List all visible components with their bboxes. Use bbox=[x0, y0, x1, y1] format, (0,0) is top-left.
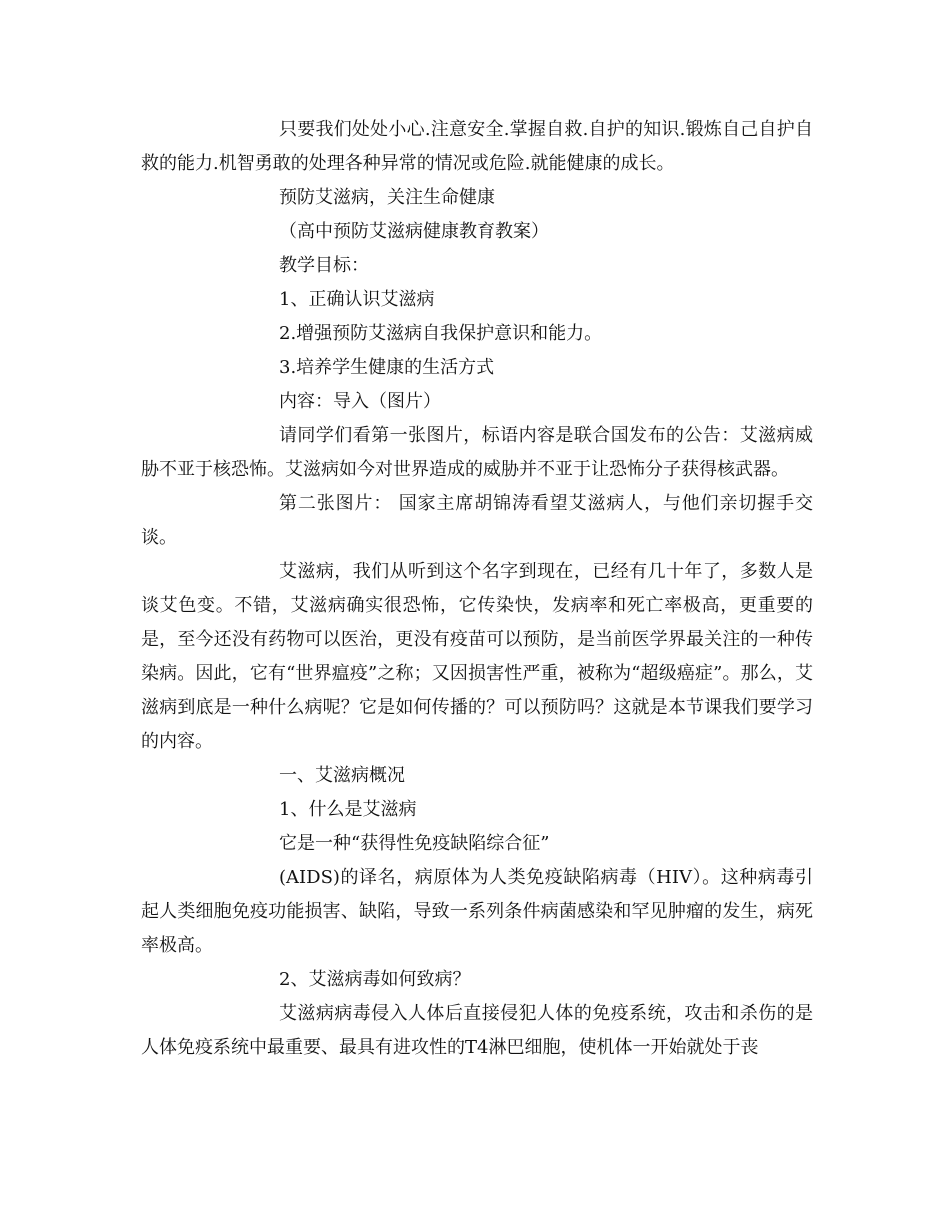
paragraph-safety-summary: 只要我们处处小心.注意安全.掌握自救.自护的知识.锻炼自己自护自救的能力.机智勇敢的处理各种异常的情况或危险.就能健康的成长。 bbox=[141, 119, 813, 174]
lesson-title: 预防艾滋病，关注生命健康 bbox=[279, 187, 495, 208]
paragraph-second-picture: 第二张图片： 国家主席胡锦涛看望艾滋病人，与他们亲切握手交谈。 bbox=[141, 493, 813, 548]
paragraph-aids-intro: 艾滋病，我们从听到这个名字到现在，已经有几十年了，多数人是谈艾色变。不错，艾滋病确实很恐怖，它传染快，发病率和死亡率极高，更重要的是，至今还没有药物可以医治，更没有疫苗可以预防，是当前医学界最关注的一种传染病。因此，它有“世界瘟疫”之称；又因损害性严重，被称为“超级癌症”。那么，艾滋病到底是一种什么病呢？它是如何传播的？可以预防吗？这就是本节课我们要学习的内容。 bbox=[141, 561, 813, 752]
lesson-subtitle: （高中预防艾滋病健康教育教案） bbox=[279, 221, 549, 242]
paragraph-definition-lead: 它是一种“获得性免疫缺陷综合征” bbox=[279, 833, 550, 854]
subsection-heading-how-it-causes-disease: 2、艾滋病毒如何致病？ bbox=[279, 969, 471, 990]
objectives-heading: 教学目标： bbox=[279, 255, 369, 276]
paragraph-definition: (AIDS)的译名，病原体为人类免疫缺陷病毒（HIV）。这种病毒引起人类细胞免疫功能损害、缺陷，导致一系列条件病菌感染和罕见肿瘤的发生，病死率极高。 bbox=[141, 867, 813, 956]
objective-item-3: 3.培养学生健康的生活方式 bbox=[279, 357, 495, 378]
section-heading-overview: 一、艾滋病概况 bbox=[279, 765, 405, 786]
paragraph-first-picture: 请同学们看第一张图片，标语内容是联合国发布的公告：艾滋病威胁不亚于核恐怖。艾滋病如今对世界造成的威胁并不亚于让恐怖分子获得核武器。 bbox=[141, 425, 813, 480]
subsection-heading-what-is-aids: 1、什么是艾滋病 bbox=[279, 799, 417, 820]
content-heading: 内容：导入（图片） bbox=[279, 391, 441, 412]
document-body bbox=[141, 113, 813, 1065]
objective-item-1: 1、正确认识艾滋病 bbox=[279, 289, 435, 310]
objective-item-2: 2.增强预防艾滋病自我保护意识和能力。 bbox=[279, 323, 603, 344]
paragraph-pathogenesis: 艾滋病病毒侵入人体后直接侵犯人体的免疫系统，攻击和杀伤的是人体免疫系统中最重要、最具有进攻性的T4淋巴细胞，使机体一开始就处于丧 bbox=[141, 1003, 813, 1058]
